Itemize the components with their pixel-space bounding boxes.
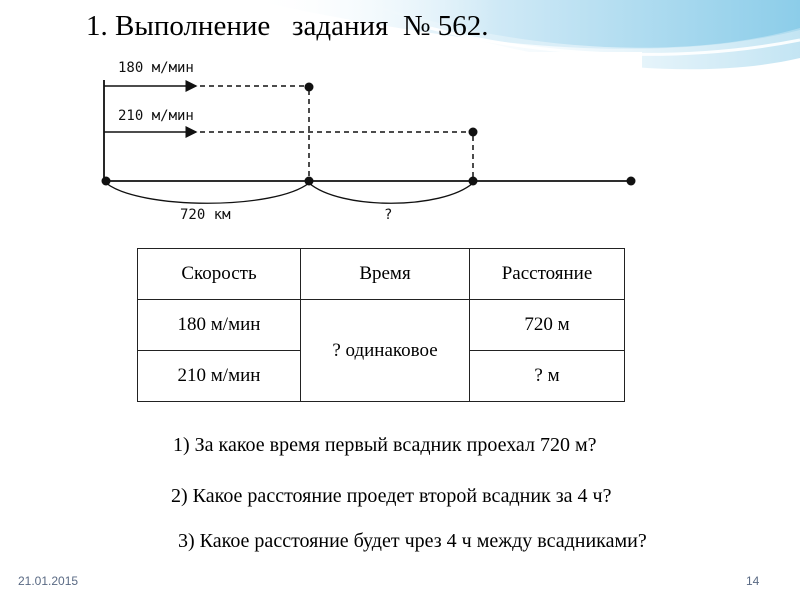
row2-speed: 210 м/мин: [138, 351, 301, 402]
slide-date: 21.01.2015: [18, 574, 79, 588]
data-table: [137, 248, 625, 402]
road-point-2: [469, 177, 478, 186]
distance-label: 720 км: [180, 207, 231, 223]
speed1-label: 180 м/мин: [118, 60, 194, 76]
header-distance: Расстояние: [470, 249, 625, 300]
table-header-row: [138, 249, 625, 300]
question-3: 3) Какое расстояние будет чрез 4 ч между всадниками?: [178, 530, 647, 552]
time-merged-cell: ? одинаковое: [301, 300, 470, 402]
unknown-brace: [309, 183, 473, 203]
road-point-1: [305, 177, 314, 186]
distance-brace: [106, 183, 309, 203]
motion-diagram: [100, 52, 642, 224]
rider2-position-point: [469, 128, 478, 137]
page-number: 14: [746, 574, 760, 588]
speed2-label: 210 м/мин: [118, 108, 194, 124]
header-time: Время: [301, 249, 470, 300]
question-2: 2) Какое расстояние проедет второй всадник за 4 ч?: [171, 485, 612, 507]
question-1: 1) За какое время первый всадник проехал 720 м?: [173, 434, 597, 456]
road-start-point: [102, 177, 111, 186]
row1-speed: 180 м/мин: [138, 300, 301, 351]
row1-distance: 720 м: [470, 300, 625, 351]
row2-distance: ? м: [470, 351, 625, 402]
unknown-label: ?: [384, 207, 393, 223]
table-row: [138, 300, 625, 351]
road-end-point: [627, 177, 636, 186]
slide-title: 1. Выполнение задания № 562.: [86, 10, 489, 42]
header-speed: Скорость: [138, 249, 301, 300]
